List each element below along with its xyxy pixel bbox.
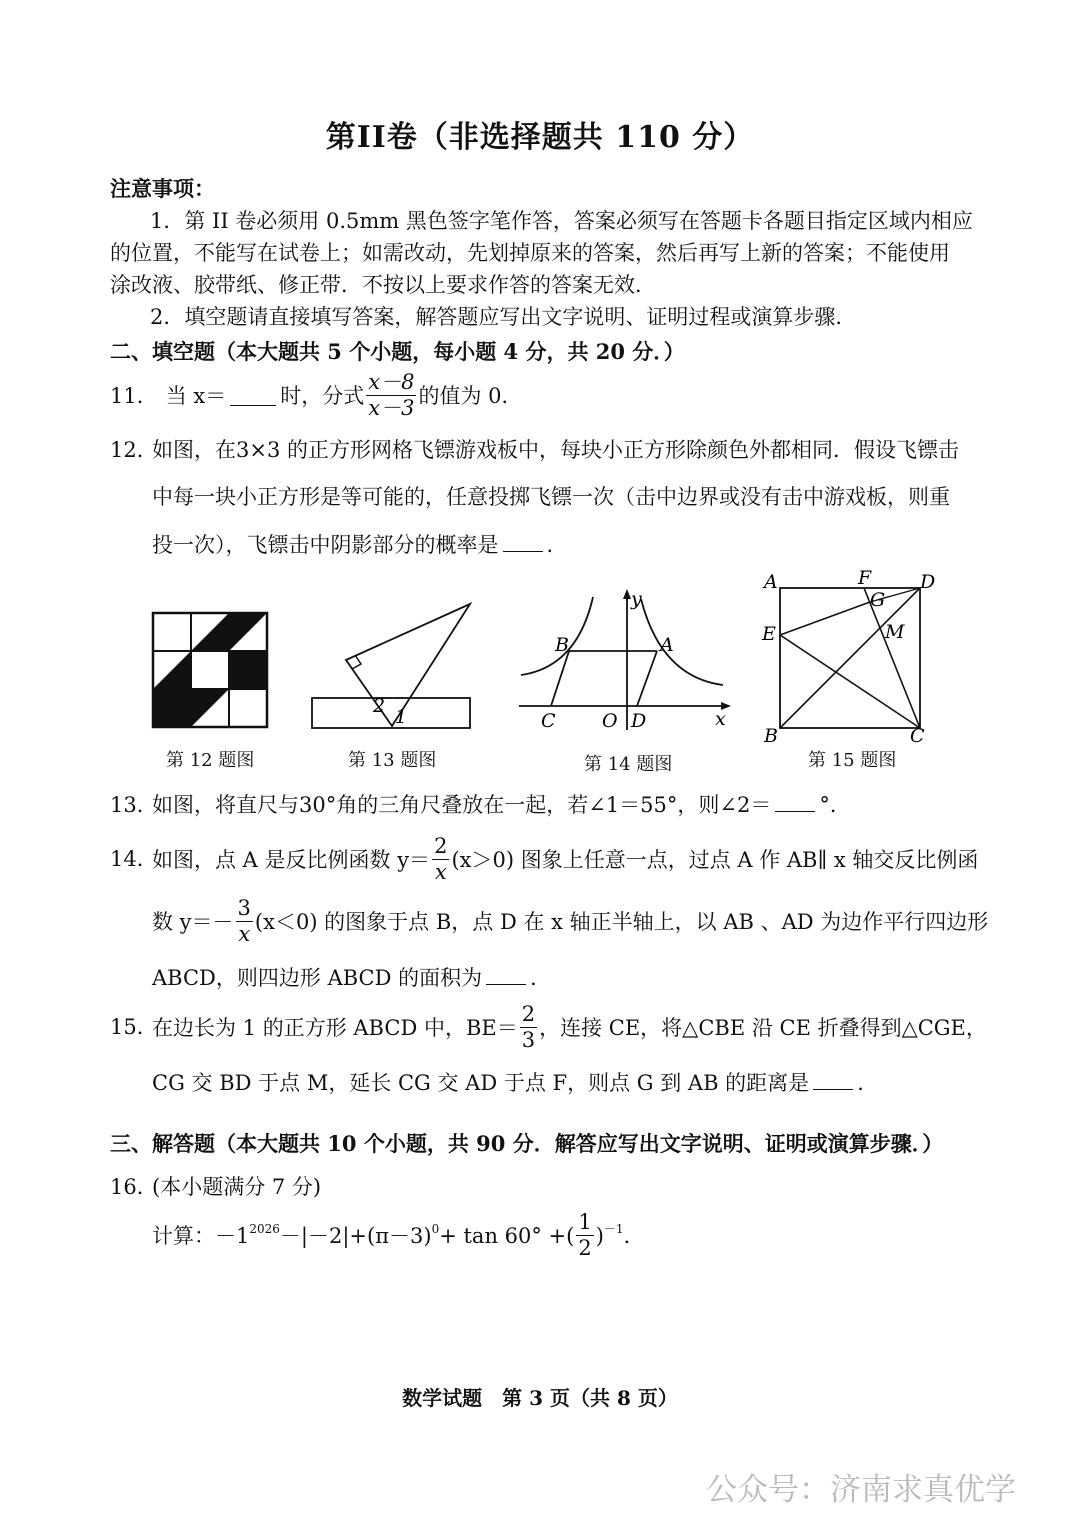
figure-12-grid <box>150 610 272 730</box>
q14-frac2-numerator: 3 <box>237 896 251 920</box>
q14-line1 <box>152 836 978 883</box>
q12-answer-blank <box>503 531 543 552</box>
q15-text-c: CG 交 BD 于点 M，延长 CG 交 AD 于点 F，则点 G 到 AB 的距离是 <box>152 1071 810 1095</box>
q16-fraction-half <box>576 1212 593 1259</box>
question-11 <box>110 372 523 419</box>
q14-frac1-denominator: x <box>434 860 447 884</box>
q16-expr-d: ) <box>595 1223 604 1248</box>
q13-text: 如图，将直尺与30°角的三角尺叠放在一起，若∠1＝55°，则∠2＝ <box>152 793 772 817</box>
q16-expr-b: －|－2|+(π－3) <box>279 1223 432 1248</box>
q16-number: 16． <box>110 1175 158 1199</box>
q14-text-b: (x＞0) 图象上任意一点，过点 A 作 AB∥ x 轴交反比例函 <box>451 847 979 872</box>
q16-score: (本小题满分 7 分) <box>152 1175 322 1199</box>
q15-number: 15． <box>110 1015 158 1039</box>
notice-heading: 注意事项： <box>110 176 215 201</box>
figure-14-label-O: O <box>602 710 618 732</box>
notice-item1-line2: 的位置，不能写在试卷上；如需改动，先划掉原来的答案，然后再写上新的答案；不能使用 <box>110 241 950 265</box>
figure-15-label-G: G <box>870 589 886 611</box>
q11-text-a: 当 x＝ <box>165 383 227 408</box>
q15-text-a: 在边长为 1 的正方形 ABCD 中，BE＝ <box>152 1015 518 1040</box>
notice-item2: 2．填空题请直接填写答案，解答题应写出文字说明、证明过程或演算步骤． <box>150 305 857 329</box>
q14-end: ． <box>530 966 552 990</box>
q15-fraction <box>520 1004 537 1051</box>
q15-text-b: ，连接 CE，将△CBE 沿 CE 折叠得到△CGE， <box>539 1015 987 1040</box>
q12-line3-text: 投一次），飞镖击中阴影部分的概率是 <box>152 533 499 557</box>
figure-15-label-M: M <box>885 621 905 643</box>
q15-frac-denominator: 3 <box>521 1028 536 1052</box>
q14-text-c: 数 y＝－ <box>152 909 234 934</box>
q11-number: 11． <box>110 383 158 408</box>
figure-13-caption: 第 13 题图 <box>348 750 437 771</box>
q14-line3 <box>152 963 551 993</box>
q12-end: ． <box>546 533 568 557</box>
q14-frac1-numerator: 2 <box>434 834 448 858</box>
q16-exp-2026: 2026 <box>249 1222 280 1236</box>
figure-15-label-A: A <box>764 571 778 593</box>
section-fill-blank-heading: 二、填空题（本大题共 5 个小题，每小题 4 分，共 20 分．） <box>110 339 685 364</box>
q14-fraction-2 <box>236 898 253 945</box>
notice-item1-line1: 1．第 II 卷必须用 0.5mm 黑色签字笔作答，答案必须写在答题卡各题目指定区域内相应 <box>150 209 973 233</box>
figure-13-angle2-label: 2 <box>373 695 386 717</box>
q16-half-numerator: 1 <box>578 1210 592 1234</box>
q14-number: 14． <box>110 847 158 871</box>
q11-text-c: 的值为 0． <box>418 383 523 408</box>
figure-15-square <box>758 568 940 746</box>
q11-fraction <box>366 372 416 419</box>
q14-text-d: (x＜0) 的图象于点 B，点 D 在 x 轴正半轴上，以 AB 、AD 为边作平行四边形 <box>254 909 989 934</box>
q16-expression <box>152 1212 645 1259</box>
figure-15-caption: 第 15 题图 <box>808 750 897 771</box>
page-footer: 数学试题 第 3 页（共 8 页） <box>402 1386 678 1410</box>
q15-frac-numerator: 2 <box>521 1002 536 1026</box>
section-solve-heading: 三、解答题（本大题共 10 个小题，共 90 分．解答应写出文字说明、证明或演算步骤．） <box>110 1131 944 1156</box>
notice-item1-line3: 涂改液、胶带纸、修正带．不按以上要求作答的答案无效． <box>110 273 656 297</box>
q13-answer-blank <box>775 791 815 812</box>
figure-14-hyperbola <box>515 585 745 735</box>
figure-14-label-A: A <box>660 634 674 656</box>
figure-14-label-C: C <box>541 710 556 732</box>
q15-line2 <box>152 1068 878 1098</box>
figure-14-caption: 第 14 题图 <box>584 754 673 775</box>
q14-frac2-denominator: x <box>238 922 251 946</box>
q14-line2 <box>152 898 988 945</box>
q16-exp-neg1: －1 <box>603 1222 624 1236</box>
q15-line1 <box>152 1004 987 1051</box>
q14-text-e: ABCD，则四边形 ABCD 的面积为 <box>152 966 483 990</box>
figure-15-label-D: D <box>920 571 936 593</box>
q14-text-a: 如图，点 A 是反比例函数 y＝ <box>152 847 431 872</box>
q16-label: 计算： <box>152 1223 215 1248</box>
figure-15-label-C: C <box>910 725 925 746</box>
q14-answer-blank <box>486 964 526 985</box>
q11-text-b: 时，分式 <box>280 383 365 408</box>
figure-14-label-x: x <box>715 708 726 730</box>
figure-14-label-D: D <box>631 710 647 732</box>
figure-13-angle1-label: 1 <box>395 706 408 728</box>
q16-exp-0: 0 <box>431 1222 440 1236</box>
q13-line <box>152 790 851 820</box>
q11-fraction-numerator: x－8 <box>368 370 415 394</box>
page-title: 第II卷（非选择题共 110 分） <box>325 120 755 155</box>
figure-14-label-y: y <box>631 588 642 610</box>
q14-fraction-1 <box>432 836 449 883</box>
q16-expr-c: + tan 60° +( <box>439 1223 575 1248</box>
q12-line2: 中每一块小正方形是等可能的，任意投掷飞镖一次（击中边界或没有击中游戏板，则重 <box>152 485 950 509</box>
q16-half-denominator: 2 <box>578 1236 592 1260</box>
q11-answer-blank <box>230 385 276 406</box>
q16-expr-a: －1 <box>215 1223 250 1248</box>
q16-expr-e: ． <box>623 1223 645 1248</box>
q15-answer-blank <box>813 1069 853 1090</box>
figure-15-label-B: B <box>764 725 778 746</box>
q15-end: ． <box>857 1071 879 1095</box>
figure-15-label-E: E <box>762 623 776 645</box>
figure-14-label-B: B <box>555 634 569 656</box>
q13-number: 13． <box>110 793 158 817</box>
q13-end: °． <box>819 793 851 817</box>
figure-13-ruler-triangle <box>308 598 474 734</box>
figure-15-label-F: F <box>858 568 872 589</box>
watermark: 公众号：济南求真优学 <box>706 1472 1016 1508</box>
q12-number: 12． <box>110 438 158 462</box>
q12-line3 <box>152 530 568 560</box>
q11-fraction-denominator: x－3 <box>368 396 415 420</box>
figure-12-caption: 第 12 题图 <box>166 750 255 771</box>
q12-line1: 如图，在3×3 的正方形网格飞镖游戏板中，每块小正方形除颜色外都相同．假设飞镖击 <box>152 438 959 462</box>
